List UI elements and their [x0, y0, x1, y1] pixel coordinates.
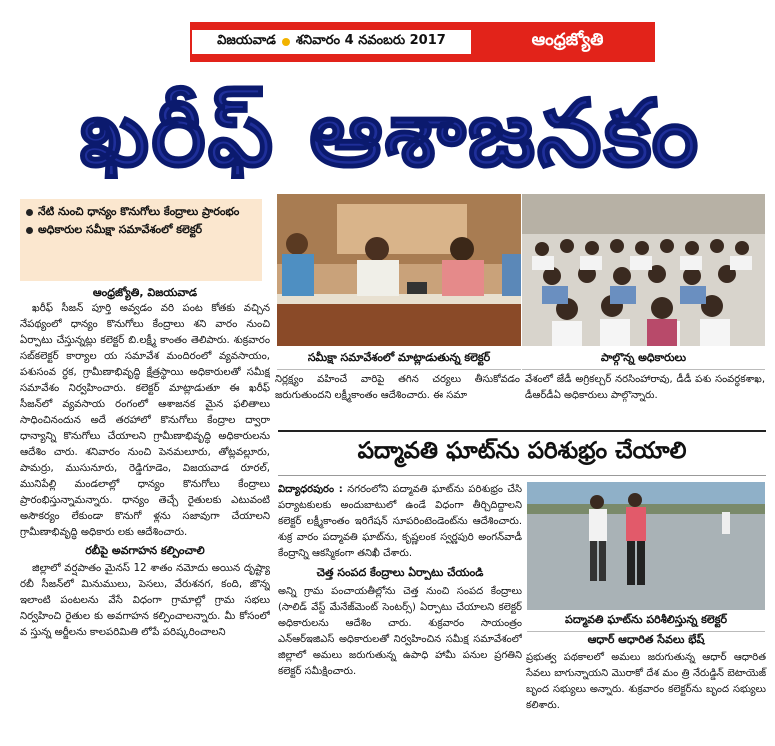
key-point: అధికారుల సమీక్షా సమావేశంలో కలెక్టర్ [26, 221, 256, 239]
story-subhead: రబీపై అవగాహన కల్పించాలి [85, 544, 205, 557]
story-continued: నిర్లక్ష్యం వహించే వారిపై తగిన చర్యలు తీసుకోవడం జరుగుతుందని లక్ష్మీకాంతం ఆదేశించారు. ఈ సమా [275, 374, 520, 401]
key-points-box [20, 199, 262, 281]
story-column-1 [20, 285, 270, 735]
dateline-date: శనివారం 4 నవంబరు 2017 [295, 33, 446, 48]
photo-caption: పాల్గొన్న అధికారులు [522, 348, 765, 370]
photo-review-meeting [277, 194, 521, 346]
story-paragraph: ప్రభుత్వ పథకాలలో అమలు జరుగుతున్న ఆధార్ ఆధారిత సేవలు బాగున్నాయని మొరాకో దేశ మం త్రి నేరుడ్డిన్ బెటాయెజ్ బృంద సభ్యులు అన్నారు. శుక్రవారం కలెక్టర్‌ను బృంద సభ్యులు కలిశారు. [526, 652, 766, 711]
masthead [190, 22, 655, 62]
story-headline: పద్మావతి ఘాట్‌ను పరిశుభ్రం చేయాలి [278, 430, 766, 476]
story-paragraph: జిల్లాలో వర్షపాతం మైనస్ 12 శాతం నమోదు అయిన దృష్ట్యా రబీ సీజన్‌లో మినుములు, పెసలు, వేరుశనగ, కంది, జొన్న ఇలాంటి పంటలను వేసే విధంగా గ్రామాల్లో గ్రామ సభలు నిర్వహించి రైతుల కు అవగాహన కల్పించాలన్నారు. మీ కోసంలో వ స్తున్న అర్జీలను కాలపరిమితి లోపే పరిష్కరించాలని [20, 563, 270, 638]
photo-caption: సమీక్షా సమావేశంలో మాట్లాడుతున్న కలెక్టర్ [277, 348, 521, 370]
newspaper-logo: ఆంధ్రజ్యోతి [531, 30, 604, 50]
story-byline: ఆంధ్రజ్యోతి, విజయవాడ [92, 286, 198, 299]
dateline-city: విజయవాడ [217, 33, 276, 48]
story-paragraph: అన్ని గ్రామ పంచాయతీల్లోను చెత్త నుంచి సంపద కేంద్రాలు (సాలిడ్ వేస్ట్ మేనేజ్‌మెంట్ సెంటర్స్) ఏర్పాటు చేయాలని కలెక్టర్ అధికారులను ఆదేశిం చారు. శుక్రవారం సాయంత్రం ఎన్ఆర్ఇజిఎస్ అధికారులతో నిర్వహించిన సమీక్ష సమావేశంలో జిల్లాలో అమలు జరుగుతున్న ఉపాధి హామీ పనుల ప్రగతిని కలెక్టర్ సమీక్షించారు. [278, 586, 522, 677]
bullet-dot-icon [282, 38, 290, 46]
story-column-2 [278, 482, 522, 740]
page-headline: ఖరీఫ్ ఆశాజనకం [79, 80, 701, 187]
story-text: నగరంలోని పద్మావతి ఘాట్‌ను పరిశుభ్రం చేసి పర్యాటకులకు అందుబాటులో ఉండే విధంగా తీర్చిదిద్దాలని కలెక్టర్ లక్ష్మీకాంతం ఇరిగేషన్ సూపరింటెండెంట్‌ను ఆదేశించారు. శుక్ర వారం పద్మావతి ఘాట్‌ను, కృష్ణలంక స్వర్ణపురి అంగన్‌వాడీ కేంద్రాన్ని ఆకస్మికంగా తనిఖీ చేశారు. [278, 484, 522, 559]
story-continued-right: వేశంలో జేడీ అగ్రికల్చర్ నరసింహారావు, డీడీ పశు సంవర్ధకశాఖ, డీఆర్‌డీఏ అధికారులు పాల్గొన్నారు. [525, 374, 765, 401]
dateline [190, 28, 473, 56]
story-column-3 [526, 632, 766, 742]
photo-caption: పద్మావతి ఘాట్‌ను పరిశీలిస్తున్న కలెక్టర్ [527, 610, 765, 632]
story-subhead: చెత్త సంపద కేంద్రాలు ఏర్పాటు చేయండి [316, 566, 484, 579]
story-paragraph [278, 482, 522, 562]
story-paragraph: ఖరీఫ్ సీజన్ పూర్తి అవ్వడం వరి పంట కోతకు వచ్చిన నేపథ్యంలో ధాన్యం కొనుగోలు కేంద్రాలు శని వారం నుంచి ఏర్పాటు చేస్తున్నట్లు కలెక్టర్ బి.లక్ష్మీ కాంతం తెలిపారు. శుక్రవారం సబ్‌కలెక్టర్ కార్యాల య సమావేశ మందిరంలో వ్యవసాయం, పశుసంవ ర్ధక, గ్రామీణాభివృద్ధి క్షేత్రస్థాయి అధికారులతో సమీక్ష సమావేశం నిర్వహించారు. కలెక్టర్ మాట్లాడుతూ ఈ ఖరీఫ్ సీజన్‌లో వ్యవసాయ రంగంలో ఆశాజనక మైన ఫలితాలు సాధించినందున అదే తరహాలో కొనుగోలు కేంద్రాల ద్వారా ధాన్యాన్ని కొనుగోలు చేయాలని గ్రామీణాభివృద్ధి అధికారులను ఆదేశిం చారు. శనివారం నుంచి పెనమలూరు, తోట్లవల్లూరు, పామర్రు, ముసునూరు, రెడ్డిగూడెం, విజయవాడ రూరల్, మునిపేల్లి మండలాల్లో ధాన్యం కొనుగోలు కేంద్రాలు ప్రారంభిస్తున్నామన్నారు. ధాన్యం తెచ్చే రైతులకు ఎటువంటి అసౌకర్యం లేకుండా కొనుగో ళ్లను సజావుగా చేయాలని గ్రామీణాభివృద్ధి అధికారు లకు ఆదేశించారు. [20, 303, 270, 538]
photo-audience [522, 194, 765, 346]
key-point: నేటి నుంచి ధాన్యం కొనుగోలు కేంద్రాలు ప్రారంభం [26, 203, 256, 221]
photo-ghat-inspection [527, 482, 765, 610]
story-dateline: విద్యాధరపురం : [278, 484, 343, 495]
story-subhead: ఆధార్ ఆధారిత సేవలు భేష్ [587, 633, 705, 646]
